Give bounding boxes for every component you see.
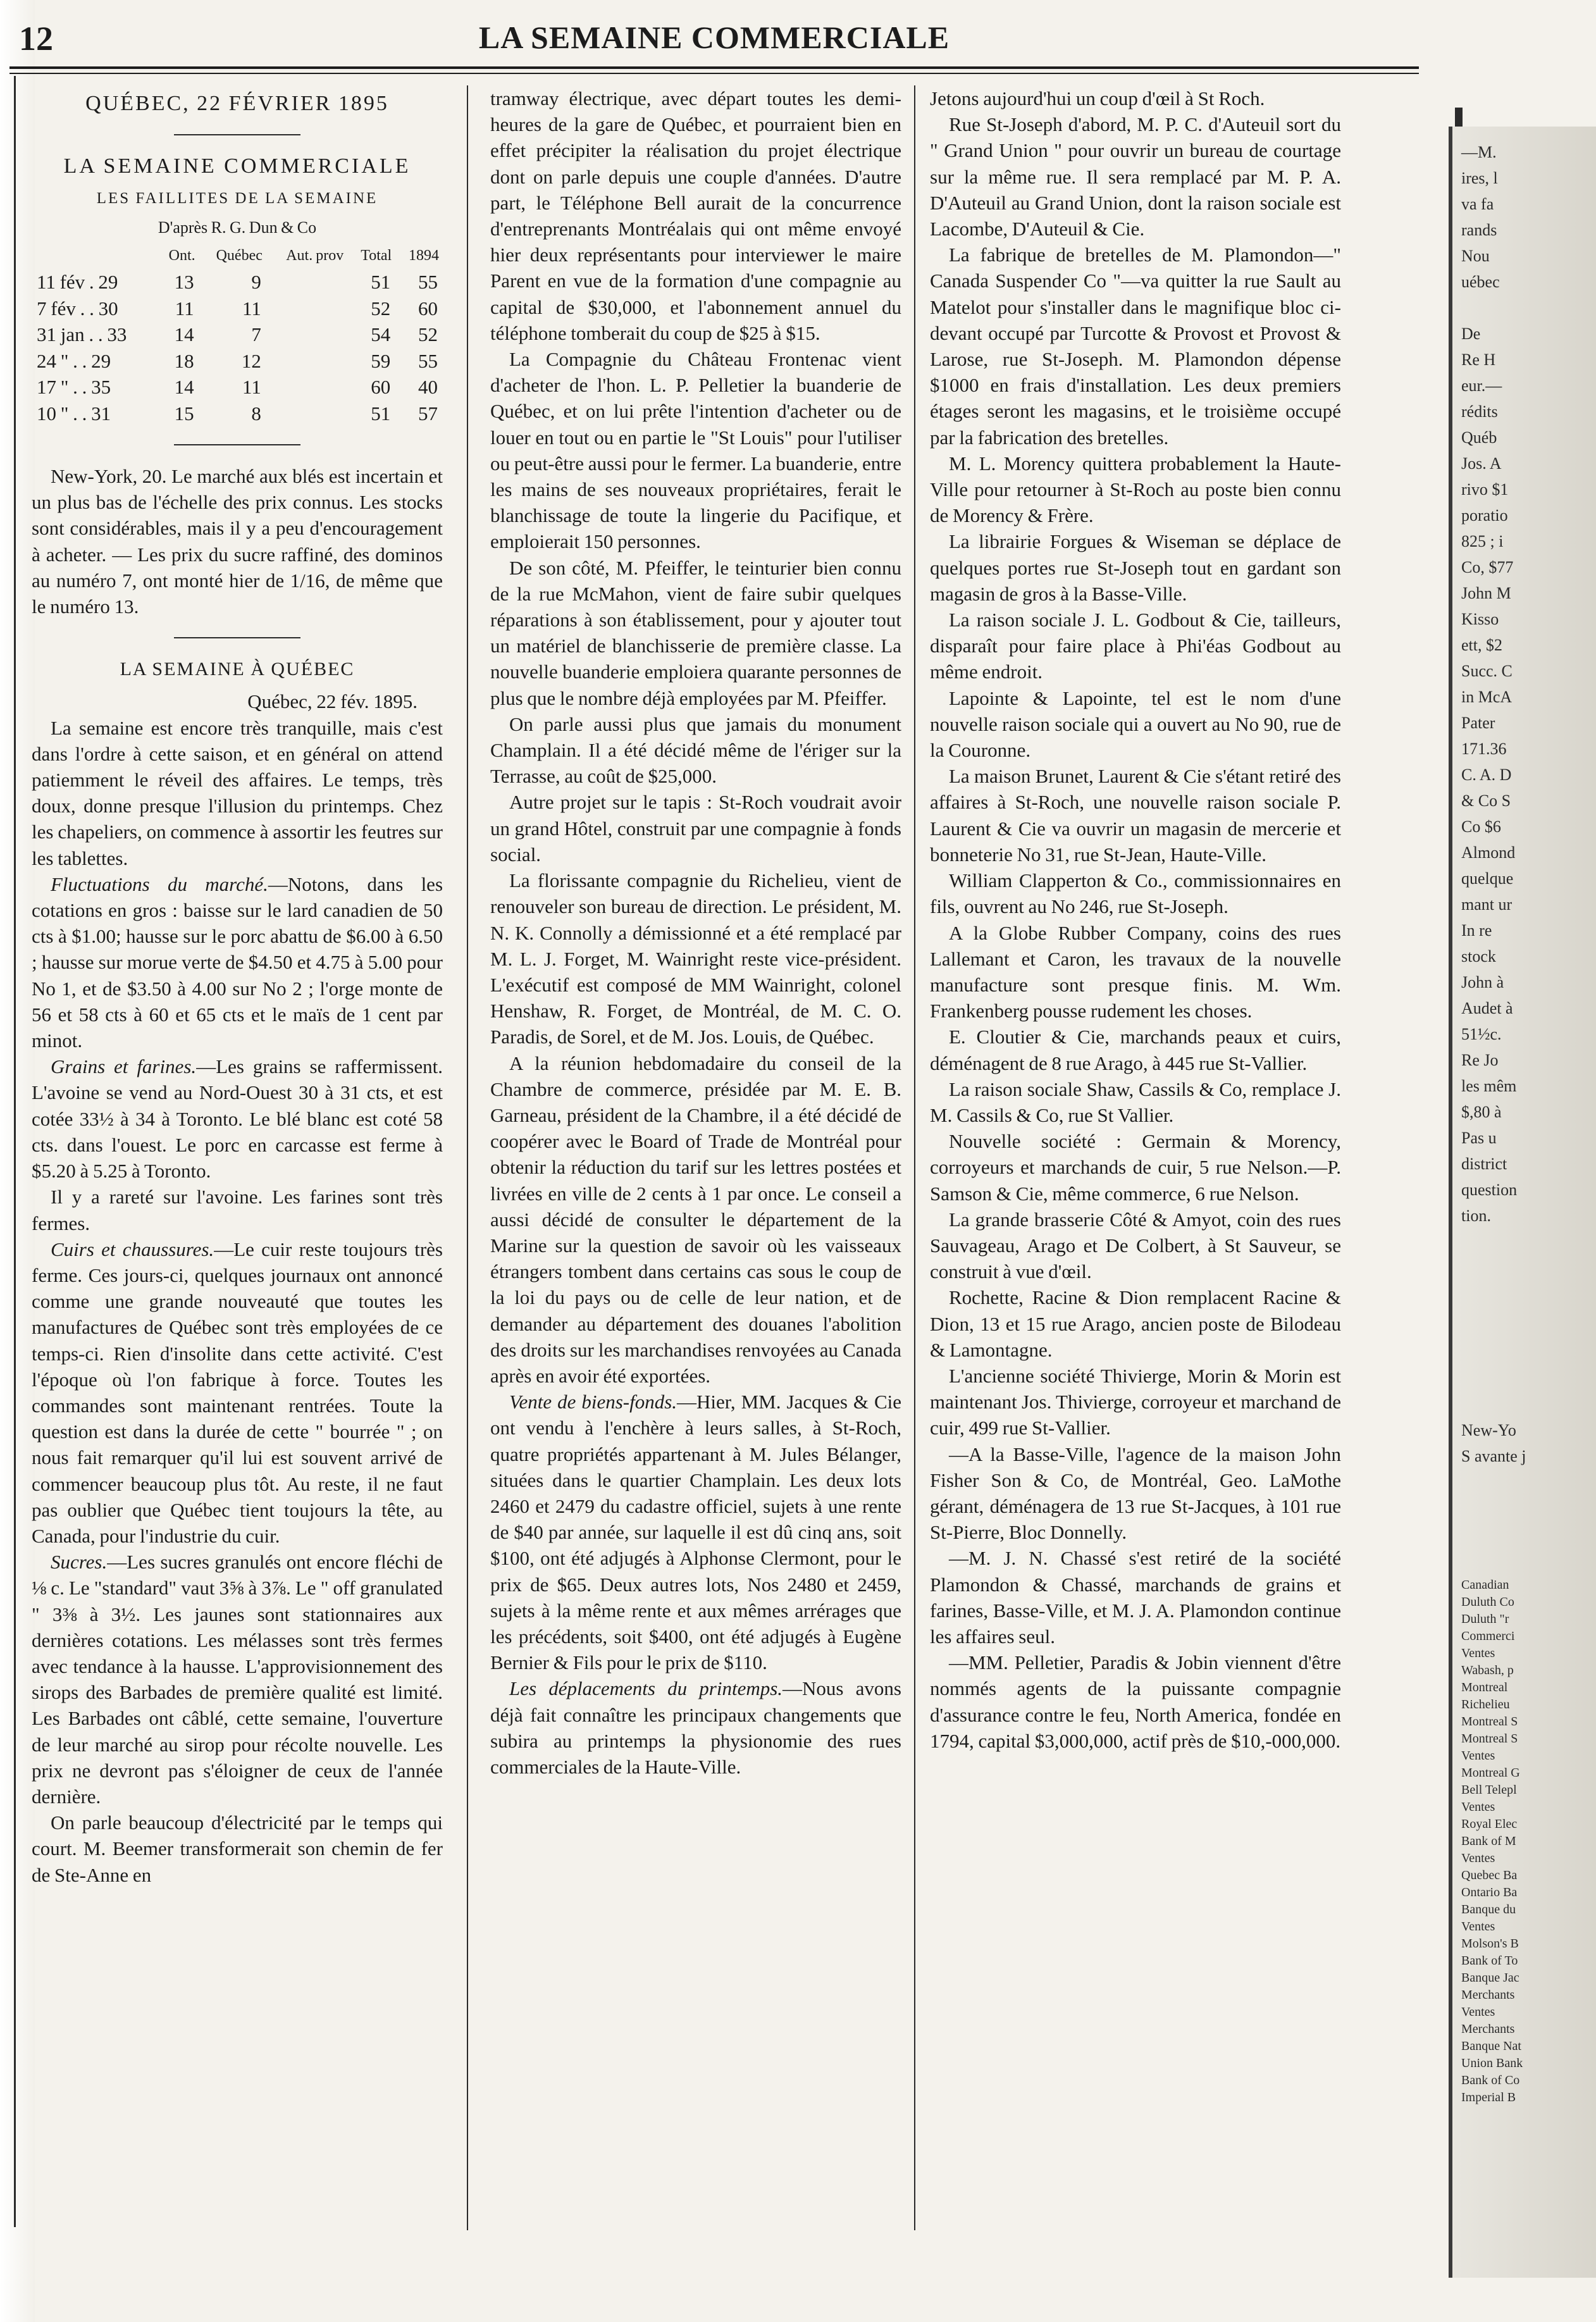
paragraph-body: —Notons, dans les cotations en gros : baisse sur le lard canadien de 50 cts à $1.00; hausse sur le porc abattu de $6.00 à 6.50 ; hausse sur morue verte de $4.50 et 4.75 à 5.00 pour No 1, et de $3.50 à 4.00 sur No 2 ; l'orge monte de 56 et 58 cts à 60 et 65 cts et le maïs de 1 cent par minot.: [32, 872, 443, 1052]
adjacent-line: Bank of To: [1461, 1954, 1518, 1968]
table-header: Aut. prov: [286, 247, 344, 264]
column-2: [490, 85, 901, 1780]
paragraph-body: —Le cuir reste toujours très ferme. Ces jours-ci, quelques journaux ont annoncé comme une grande nouveauté que toutes les manufactures de Québec sont très employées de ce temps-ci. Rien d'insolite dans cette activité. C'est l'époque où l'on fabrique à force. Toutes les commandes sont maintenant rentrées. Toute la question est dans la durée de cette " bourrée " ; on nous fait remarquer qu'il lui est souvent arrivé de commencer beaucoup plus tôt. Au reste, il ne faut pas oublier que Québec tient toujours la tête, au Canada, pour l'industrie du cuir.: [32, 1238, 443, 1547]
article-paragraph: De son côté, M. Pfeiffer, le teinturier bien connu de la rue McMahon, vient de faire subir quelques réparations à son établissement, pour y ajouter tout un matériel de blanchisserie de première classe. La nouvelle buanderie emploiera quarante personnes de plus que le nombre déjà employées par M. Pfeiffer.: [490, 556, 901, 709]
adjacent-line: rands: [1461, 221, 1497, 239]
article-paragraph: A la Globe Rubber Company, coins des rues Lallemant et Caron, les travaux de la nouvelle manufacture sont presque finis. M. Wm. Frankenberg pousse rudement les choses.: [930, 921, 1341, 1022]
adjacent-text-top: [1461, 139, 1596, 1229]
article-paragraph: M. L. Morency quittera probablement la Haute-Ville pour retourner à St-Roch au poste bien connu de Morency & Frère.: [930, 452, 1341, 527]
adjacent-line: 825 ; i: [1461, 532, 1504, 550]
article-paragraph: —A la Basse-Ville, l'agence de la maison John Fisher Son & Co, de Montréal, Geo. LaMothe gérant, déménagera de 13 rue St-Jacques, à 101 rue St-Pierre, Bloc Donnelly.: [930, 1443, 1341, 1544]
adjacent-line: Wabash, p: [1461, 1663, 1514, 1677]
adjacent-line: Montreal S: [1461, 1732, 1518, 1746]
page-number: 12: [19, 20, 53, 58]
article-paragraph: La maison Brunet, Laurent & Cie s'étant retiré des affaires à St-Roch, une nouvelle raison sociale P. Laurent & Cie va ouvrir un magasin de mercerie et bonneterie No 31, rue St-Jean, Haute-Ville.: [930, 765, 1341, 866]
paragraph-lead: Vente de biens-fonds.: [509, 1391, 677, 1413]
paragraph-lead: Cuirs et chaussures.: [51, 1238, 214, 1260]
adjacent-line: tion.: [1461, 1207, 1491, 1225]
adjacent-line: district: [1461, 1155, 1507, 1173]
table-row: [32, 348, 443, 375]
adjacent-line: 171.36: [1461, 740, 1507, 758]
header-rule: [9, 73, 1419, 74]
table-cell: 9: [251, 271, 261, 294]
adjacent-line: Ventes: [1461, 1646, 1495, 1660]
adjacent-line: poratio: [1461, 506, 1508, 525]
table-header-row: [32, 243, 443, 269]
short-rule: [174, 444, 300, 445]
article-paragraph: Autre projet sur le tapis : St-Roch voudrait avoir un grand Hôtel, construit par une compagnie à fonds social.: [490, 791, 901, 866]
article-paragraph: La librairie Forgues & Wiseman se déplace de quelques portes rue St-Joseph tout en gardant son magasin de gros à la Basse-Ville.: [930, 530, 1341, 605]
adjacent-line: Molson's B: [1461, 1937, 1519, 1951]
adjacent-line: Co, $77: [1461, 558, 1514, 576]
adjacent-line: Bank of Co: [1461, 2073, 1520, 2087]
article-paragraph: —M. J. N. Chassé s'est retiré de la société Plamondon & Chassé, marchands de grains et farines, Basse-Ville, et M. J. A. Plamondon continue les affaires seul.: [930, 1547, 1341, 1648]
adjacent-line: Re Jo: [1461, 1051, 1499, 1069]
adjacent-line: Montreal: [1461, 1680, 1508, 1694]
table-cell: 24 " . . 29: [37, 349, 111, 372]
paragraph-lead: Grains et farines.: [51, 1055, 197, 1078]
adjacent-line: 51½c.: [1461, 1025, 1502, 1043]
article-paragraph: —MM. Pelletier, Paradis & Jobin viennent d'être nommés agents de la puissante compagnie d'assurance contre le feu, North America, fondée en 1794, capital $3,000,000, actif près de $10,-000,000.: [930, 1651, 1341, 1752]
adjacent-line: ires, l: [1461, 169, 1498, 187]
article-paragraph: William Clapperton & Co., commissionnaires en fils, ouvrent au No 246, rue St-Joseph.: [930, 869, 1341, 918]
table-row: [32, 295, 443, 322]
adjacent-line: ett, $2: [1461, 636, 1502, 654]
table-cell: 55: [418, 271, 438, 294]
article-paragraph: On parle beaucoup d'électricité par le temps qui court. M. Beemer transformerait son chemin de fer de Ste-Anne en: [32, 1811, 443, 1886]
adjacent-text-mid: [1461, 1417, 1596, 1469]
adjacent-line: De: [1461, 325, 1481, 343]
adjacent-line: Royal Elec: [1461, 1817, 1518, 1831]
article-paragraph: [490, 1675, 901, 1780]
paragraph-body: —Les grains se raffermissent. L'avoine se vend au Nord-Ouest 30 à 31 cts, et est cotée 33½ à 34 à Toronto. Le blé blanc est coté 58 cts. dans l'ouest. Le porc en carcasse est ferme à $5.20 à 5.25 à Toronto.: [32, 1055, 443, 1183]
adjacent-line: Montreal S: [1461, 1715, 1518, 1729]
adjacent-line: Richelieu: [1461, 1698, 1510, 1711]
article-paragraph: [32, 871, 443, 1053]
table-cell: 7: [251, 323, 261, 346]
table-cell: 57: [418, 402, 438, 425]
adjacent-line: Merchants: [1461, 1988, 1515, 2002]
adjacent-line: Ventes: [1461, 2005, 1495, 2019]
article-paragraph: La grande brasserie Côté & Amyot, coin des rues Sauvageau, Arago et De Colbert, à St Sauveur, se construit à vue d'œil.: [930, 1208, 1341, 1283]
table-cell: 31 jan . . 33: [37, 323, 127, 346]
article-paragraph: On parle aussi plus que jamais du monument Champlain. Il a été décidé même de l'ériger sur la Terrasse, au coût de $25,000.: [490, 712, 901, 788]
adjacent-line: rédits: [1461, 402, 1498, 421]
adjacent-line: Québ: [1461, 428, 1497, 447]
column-1: [32, 85, 443, 1888]
adjacent-line: eur.—: [1461, 376, 1502, 395]
table-cell: 7 fév . . 30: [37, 297, 118, 320]
table-header: 1894: [409, 247, 439, 264]
adjacent-line: Succ. C: [1461, 662, 1512, 680]
subsection-date: Québec, 22 fév. 1895.: [247, 690, 418, 713]
adjacent-line: Ventes: [1461, 1851, 1495, 1865]
table-cell: 60: [418, 297, 438, 320]
adjacent-line: Bell Telepl: [1461, 1783, 1517, 1797]
adjacent-line: Audet à: [1461, 999, 1513, 1017]
adjacent-line: Almond: [1461, 843, 1516, 862]
adjacent-line: Ventes: [1461, 1800, 1495, 1814]
adjacent-line: Banque Nat: [1461, 2039, 1521, 2053]
paragraph-body: —Les sucres granulés ont encore fléchi de ⅛ c. Le "standard" vaut 3⅝ à 3⅞. Le " off granulated " 3⅜ à 3½. Les jaunes sont stationnaires aux dernières cotations. Les mélasses sont très fermes avec tendance à la hausse. L'approvisionnement des sirops des Barbades de première qualité est limité. Les Barbades ont câblé, cette semaine, l'ouverture de leur marché au sirop pour récolte nouvelle. Les prix ne devront pas s'éloigner de ceux de l'année dernière.: [32, 1551, 443, 1808]
page-spine: [0, 0, 35, 2322]
table-cell: 59: [371, 349, 391, 372]
article-paragraph: Rochette, Racine & Dion remplacent Racine & Dion, 13 et 15 rue Arago, ancien poste de Bilodeau & Lamontagne.: [930, 1286, 1341, 1361]
adjacent-line: Jos. A: [1461, 454, 1502, 473]
table-header: Québec: [216, 247, 263, 264]
table-cell: 10 " . . 31: [37, 402, 111, 425]
adjacent-line: Kisso: [1461, 610, 1499, 628]
article-paragraph: New-York, 20. Le marché aux blés est incertain et un plus bas de l'échelle des prix connus. Les stocks sont considérables, mais il y a peu d'encouragement à acheter. — Les prix du sucre raffiné, des dominos au numéro 7, ont monté hier de 1/16, de même que le numéro 13.: [32, 465, 443, 618]
adjacent-line: Merchants: [1461, 2022, 1515, 2036]
masthead: LA SEMAINE COMMERCIALE: [478, 20, 950, 55]
short-rule: [174, 637, 300, 638]
table-cell: 8: [251, 402, 261, 425]
adjacent-line: quelque: [1461, 869, 1514, 888]
article-paragraph: La florissante compagnie du Richelieu, vient de renouveler son bureau de direction. Le président, M. N. K. Connolly a démissionné et a été remplacé par M. L. J. Forget, M. Wainright reste vice-président. L'exécutif est composé de MM Wainright, colonel Henshaw, R. Forget, de Montréal, de M. C. O. Paradis, de Sorel, et de M. Jos. Louis, de Québec.: [490, 869, 901, 1048]
paragraph-body: —Nous avons déjà fait connaître les principaux changements que subira au printemps la physionomie des rues commerciales de la Haute-Ville.: [490, 1677, 901, 1778]
adjacent-line: Ventes: [1461, 1749, 1495, 1763]
adjacent-line: S avante j: [1461, 1447, 1526, 1465]
adjacent-line: uébec: [1461, 273, 1500, 291]
adjacent-line: mant ur: [1461, 895, 1512, 914]
adjacent-line: Ventes: [1461, 1920, 1495, 1934]
adjacent-line: Quebec Ba: [1461, 1868, 1518, 1882]
adjacent-line: Banque du: [1461, 1903, 1516, 1916]
adjacent-line: Duluth Co: [1461, 1595, 1514, 1609]
article-paragraph: La Compagnie du Château Frontenac vient d'acheter de l'hon. L. P. Pelletier la buanderie de Québec, et on lui prête l'intention d'acheter ou de louer en tout ou en partie le "St Louis" pour l'utiliser ou peut-être aussi pour le fermer. La buanderie, entre les mains de ses nouveaux propriétaires, ferait le blanchissage de toute la lingerie du Pacifique, et emploierait 150 personnes.: [490, 348, 901, 553]
table-cell: 13: [174, 271, 194, 294]
failures-table-title: LES FAILLITES DE LA SEMAINE: [96, 190, 378, 208]
dateline: QUÉBEC, 22 FÉVRIER 1895: [85, 92, 389, 115]
article-paragraph: La semaine est encore très tranquille, mais c'est dans l'ordre à cette saison, et en général on attend patiemment le réveil des affaires. Le temps, très doux, donne presque l'illusion du printemps. Chez les chapeliers, on commence à assortir les feutres sur les tablettes.: [32, 716, 443, 869]
article-paragraph: La raison sociale J. L. Godbout & Cie, tailleurs, disparaît pour faire place à Phi'éas Godbout au même endroit.: [930, 609, 1341, 683]
adjacent-line: John M: [1461, 584, 1511, 602]
adjacent-line: Canadian: [1461, 1578, 1509, 1592]
paragraph-lead: Les déplacements du printemps.: [509, 1677, 783, 1700]
article-paragraph: A la réunion hebdomadaire du conseil de la Chambre de commerce, présidée par M. E. B. Garneau, président de la Chambre, il a été décidé de coopérer avec le Board of Trade de Montréal pour obtenir la réduction du tarif sur les lettres postées et livrées en ville de 2 cents à 1 par once. Le conseil a aussi décidé de consulter le département de la Marine sur la question de savoir où les vaisseaux étrangers tombent dans certains cas sous le coup de la loi du pays ou de celle de leur nation, et de demander au département des douanes l'abolition des droits sur les marchandises renvoyées au Canada après en avoir été exportées.: [490, 1052, 901, 1387]
article-paragraph: L'ancienne société Thivierge, Morin & Morin est maintenant Jos. Thivierge, corroyeur et marchand de cuir, 499 rue St-Vallier.: [930, 1364, 1341, 1439]
table-cell: 11: [175, 297, 194, 320]
column-3: [930, 85, 1341, 1754]
table-cell: 11 fév . 29: [37, 271, 118, 294]
section-title: LA SEMAINE COMMERCIALE: [63, 154, 411, 178]
table-cell: 55: [418, 349, 438, 372]
table-cell: 40: [418, 376, 438, 399]
article-paragraph: La fabrique de bretelles de M. Plamondon—" Canada Suspender Co "—va quitter la rue Sault au Matelot pour s'installer dans le magnifique bloc ci-devant occupé par Turcotte & Provost et Provost & Larose, rue St-Joseph. M. Plamondon dépense $1000 en frais d'installation. Les deux premiers étages seront les magasins, et le troisième occupé par la fabrication des bretelles.: [930, 244, 1341, 449]
short-rule: [174, 134, 300, 135]
adjacent-line: Co $6: [1461, 817, 1501, 836]
table-cell: 52: [418, 323, 438, 346]
adjacent-line: Imperial B: [1461, 2090, 1516, 2104]
table-row: [32, 269, 443, 295]
subsection-title: LA SEMAINE À QUÉBEC: [120, 659, 355, 680]
article-paragraph: E. Cloutier & Cie, marchands peaux et cuirs, déménagent de 8 rue Arago, à 445 rue St-Vallier.: [930, 1026, 1341, 1074]
table-cell: 60: [371, 376, 391, 399]
table-cell: 14: [174, 323, 194, 346]
adjacent-page-edge: [1449, 127, 1452, 2278]
table-cell: 51: [371, 402, 391, 425]
adjacent-line: Banque Jac: [1461, 1971, 1519, 1985]
article-paragraph: Jetons aujourd'hui un coup d'œil à St Roch.: [930, 87, 1265, 109]
adjacent-line: Ontario Ba: [1461, 1885, 1518, 1899]
spine-line: [14, 76, 16, 2227]
article-paragraph: Lapointe & Lapointe, tel est le nom d'une nouvelle raison sociale qui a ouvert au No 90, rue de la Couronne.: [930, 686, 1341, 762]
failures-table: [32, 243, 443, 426]
adjacent-line: rivo $1: [1461, 480, 1509, 499]
adjacent-page-fragment: [1449, 127, 1596, 2278]
adjacent-line: stock: [1461, 947, 1496, 965]
table-cell: 15: [174, 402, 194, 425]
article-paragraph: [32, 1549, 443, 1810]
adjacent-line: Re H: [1461, 351, 1496, 369]
adjacent-line: Pas u: [1461, 1129, 1497, 1147]
table-cell: 14: [174, 376, 194, 399]
adjacent-line: John à: [1461, 973, 1504, 991]
article-paragraph: Nouvelle société : Germain & Morency, corroyeurs et marchands de cuir, 5 rue Nelson.—P. Samson & Cie, même commerce, 6 rue Nelson.: [930, 1130, 1341, 1205]
adjacent-line: Commerci: [1461, 1629, 1515, 1643]
article-paragraph: La raison sociale Shaw, Cassils & Co, remplace J. M. Cassils & Co, rue St Vallier.: [930, 1077, 1341, 1126]
adjacent-line: $,80 à: [1461, 1103, 1502, 1121]
article-paragraph: Il y a rareté sur l'avoine. Les farines sont très fermes.: [32, 1186, 443, 1234]
table-header: [32, 243, 156, 269]
adjacent-line: In re: [1461, 921, 1492, 940]
adjacent-text-bottom: [1461, 1572, 1596, 2102]
article-paragraph: [32, 1053, 443, 1184]
table-cell: 52: [371, 297, 391, 320]
column-rule-1: [467, 85, 468, 2230]
adjacent-line: question: [1461, 1181, 1518, 1199]
adjacent-line: & Co S: [1461, 792, 1511, 810]
paragraph-lead: Sucres.: [51, 1551, 108, 1574]
failures-table-source: D'après R. G. Dun & Co: [158, 218, 317, 237]
table-header: Ont.: [168, 247, 195, 264]
table-cell: 12: [241, 349, 261, 372]
table-cell: 18: [174, 349, 194, 372]
article-paragraph: [490, 1389, 901, 1675]
adjacent-line: Bank of M: [1461, 1834, 1516, 1848]
table-cell: 17 " . . 35: [37, 376, 111, 399]
table-cell: 11: [242, 376, 261, 399]
table-cell: 51: [371, 271, 391, 294]
adjacent-line: [1461, 295, 1596, 321]
page-header: [9, 6, 1419, 69]
paragraph-lead: Fluctuations du marché.: [51, 872, 268, 895]
adjacent-line: in McA: [1461, 688, 1512, 706]
article-paragraph: [32, 1236, 443, 1549]
adjacent-line: —M.: [1461, 143, 1497, 161]
adjacent-line: C. A. D: [1461, 766, 1512, 784]
adjacent-line: New-Yo: [1461, 1421, 1516, 1439]
adjacent-line: Montreal G: [1461, 1766, 1520, 1780]
table-row: [32, 321, 443, 348]
table-cell: 11: [242, 297, 261, 320]
table-row: [32, 400, 443, 427]
column-rule-2: [914, 85, 915, 2230]
adjacent-line: les mêm: [1461, 1077, 1517, 1095]
table-header: Total: [361, 247, 392, 264]
paragraph-body: —Hier, MM. Jacques & Cie ont vendu à l'enchère à leurs salles, à St-Roch, quatre propriétés appartenant à M. Jules Bélanger, situées dans le quartier Champlain. Les deux lots 2460 et 2479 du cadastre officiel, sujets à une rente de $40 par année, sur laquelle il est dû cinq ans, soit $100, ont été adjugés à Alphonse Clermont, pour le prix de $65. Deux autres lots, Nos 2480 et 2459, sujets à la même rente et aux mêmes arrérages que les précédents, soit $400, ont été adjugés à Eugène Bernier & Fils pour le prix de $110.: [490, 1391, 902, 1674]
article-paragraph: Rue St-Joseph d'abord, M. P. C. d'Auteuil sort du " Grand Union " pour ouvrir un bureau de courtage sur la même rue. Il sera remplacé par M. P. A. D'Auteuil au Grand Union, dont la raison sociale est Lacombe, D'Auteuil & Cie.: [930, 113, 1341, 240]
adjacent-line: Duluth "r: [1461, 1612, 1509, 1626]
adjacent-line: Union Bank: [1461, 2056, 1523, 2070]
adjacent-line: va fa: [1461, 195, 1494, 213]
table-row: [32, 374, 443, 400]
article-paragraph: tramway électrique, avec départ toutes les demi-heures de la gare de Québec, et pourraient bien en effet précipiter la réalisation du projet électrique dont on parle depuis une couple d'années. D'autre part, le Téléphone Bell aurait de la concurrence d'entreprenants Montréalais qui ont même envoyé hier deux représentants pour interviewer le maire Parent en vue de la formation d'une compagnie au capital de $30,000, et l'abonnement annuel du téléphone tomberait du coup de $25 à $15.: [490, 87, 901, 344]
table-cell: 54: [371, 323, 391, 346]
adjacent-line: Pater: [1461, 714, 1495, 732]
adjacent-line: Nou: [1461, 247, 1490, 265]
